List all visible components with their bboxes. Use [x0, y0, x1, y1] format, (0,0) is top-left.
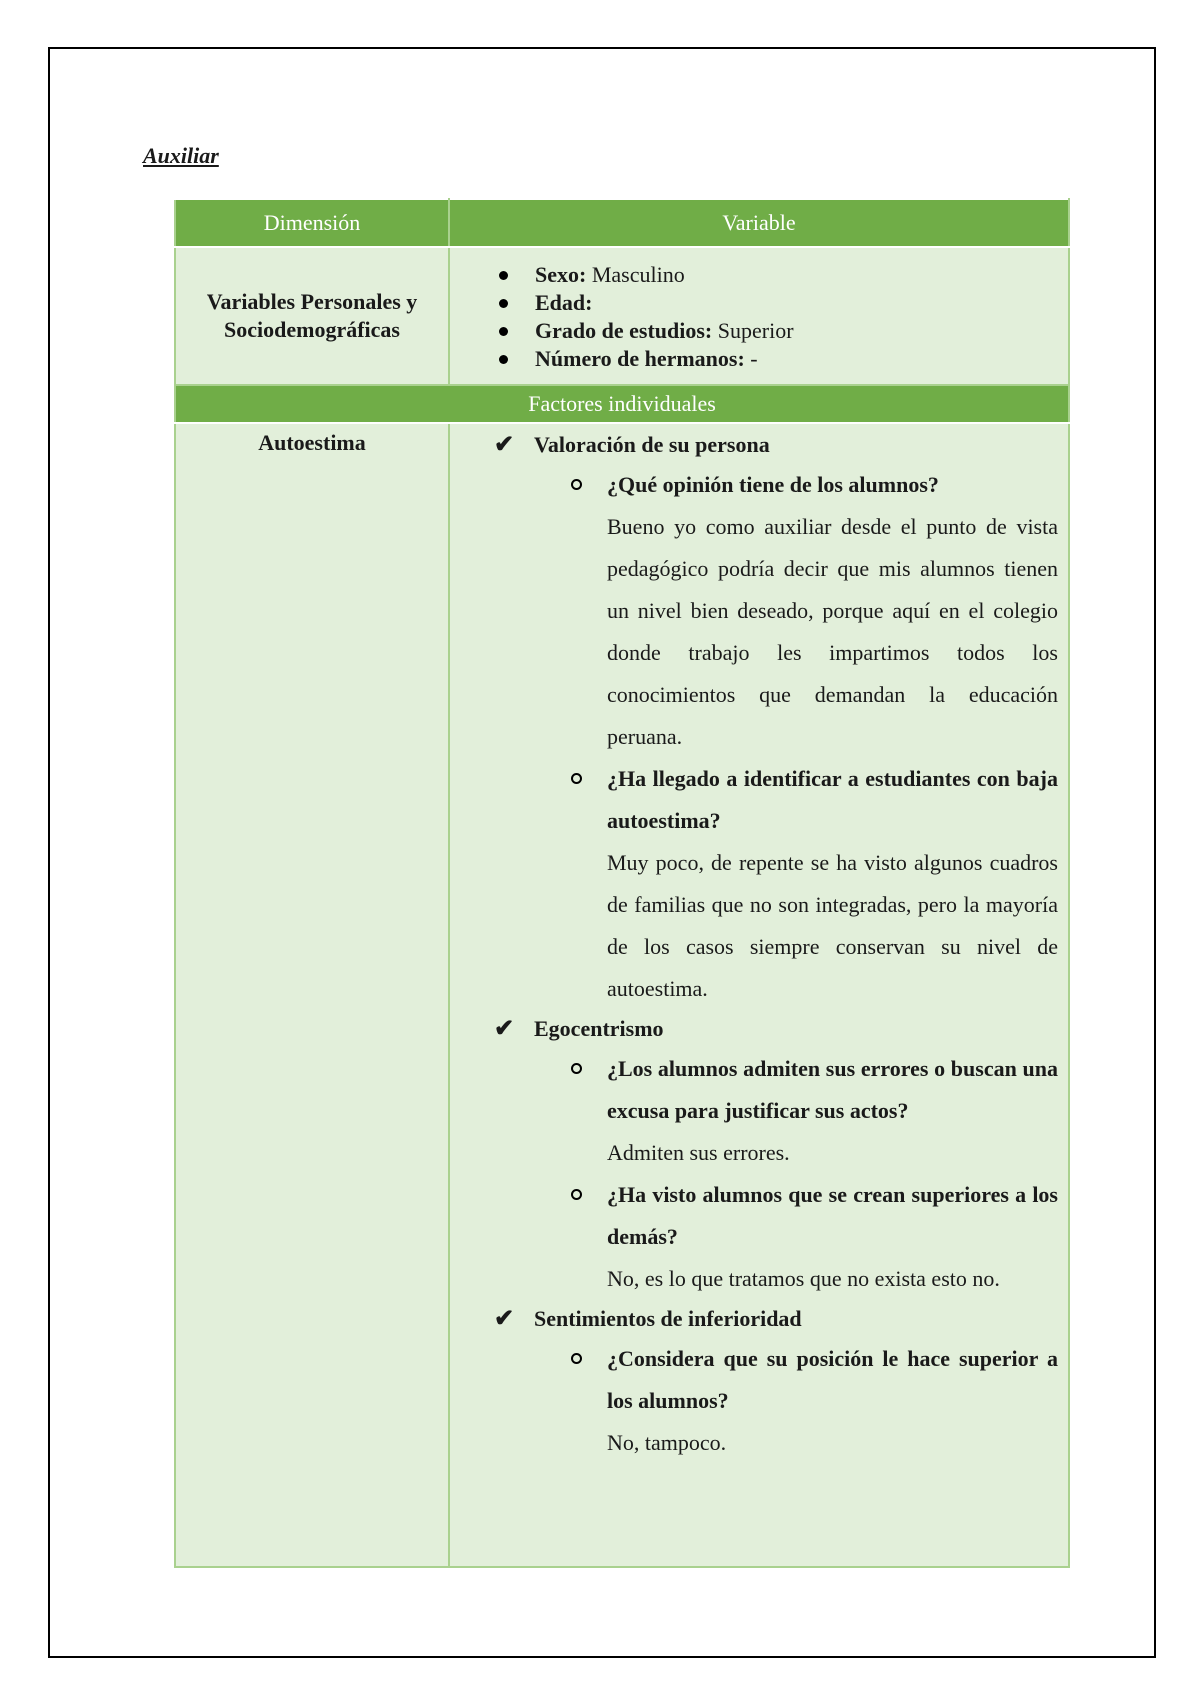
answer: Bueno yo como auxiliar desde el punto de vista pedagógico podría decir que mis alumnos tienen un nivel bien deseado, porque aquí en el colegio donde trabajo les impartimos todos los conocimientos que demandan la educación peruana. — [607, 514, 1058, 749]
factor-variables-cell — [449, 423, 1069, 1567]
question: ¿Ha visto alumnos que se crean superiores a los demás? — [450, 1174, 1058, 1258]
grado-value: Superior — [712, 318, 794, 343]
grado-label: Grado de estudios: — [535, 318, 713, 343]
answer: No, tampoco. — [607, 1430, 727, 1455]
header-dimension: Dimensión — [175, 199, 449, 247]
answer: No, es lo que tratamos que no exista esto no. — [607, 1266, 1000, 1291]
list-item — [451, 345, 1067, 373]
checkmark-icon: ✔ — [494, 432, 515, 458]
table-header-row — [175, 199, 1069, 247]
group-title: Egocentrismo — [534, 1016, 664, 1041]
answer: Admiten sus errores. — [607, 1140, 790, 1165]
checkmark-icon: ✔ — [494, 1306, 515, 1332]
question: ¿Qué opinión tiene de los alumnos? — [450, 464, 1058, 506]
factor-dimension-cell: Autoestima — [175, 423, 449, 1567]
group-title: Sentimientos de inferioridad — [534, 1306, 802, 1331]
group-heading — [450, 1010, 1058, 1048]
question: ¿Considera que su posición le hace superior a los alumnos? — [450, 1338, 1058, 1422]
document-title: Auxiliar — [143, 143, 219, 168]
hermanos-value: - — [744, 346, 758, 371]
list-item — [451, 317, 1067, 345]
header-variable: Variable — [449, 199, 1069, 247]
list-item — [451, 261, 1067, 289]
personal-variables-cell — [449, 247, 1069, 385]
hermanos-label: Número de hermanos: — [535, 346, 745, 371]
interview-table — [174, 198, 1070, 1568]
personal-list — [451, 249, 1067, 373]
personal-variables-row — [175, 247, 1069, 385]
checkmark-icon: ✔ — [494, 1016, 515, 1042]
group-heading — [450, 426, 1058, 464]
sexo-label: Sexo: — [535, 262, 587, 287]
edad-label: Edad: — [535, 290, 593, 315]
answer: Muy poco, de repente se ha visto algunos cuadros de familias que no son integradas, pero la mayoría de los casos siempre conservan su nivel de autoestima. — [607, 850, 1058, 1001]
personal-dimension-cell: Variables Personales y Sociodemográficas — [175, 247, 449, 385]
question: ¿Los alumnos admiten sus errores o buscan una excusa para justificar sus actos? — [450, 1048, 1058, 1132]
question: ¿Ha llegado a identificar a estudiantes con baja autoestima? — [450, 758, 1058, 842]
group-heading — [450, 1300, 1058, 1338]
section-row — [175, 385, 1069, 423]
sexo-value: Masculino — [586, 262, 685, 287]
factor-row — [175, 423, 1069, 1567]
list-item — [451, 289, 1067, 317]
group-title: Valoración de su persona — [534, 432, 770, 457]
section-title: Factores individuales — [175, 385, 1069, 423]
